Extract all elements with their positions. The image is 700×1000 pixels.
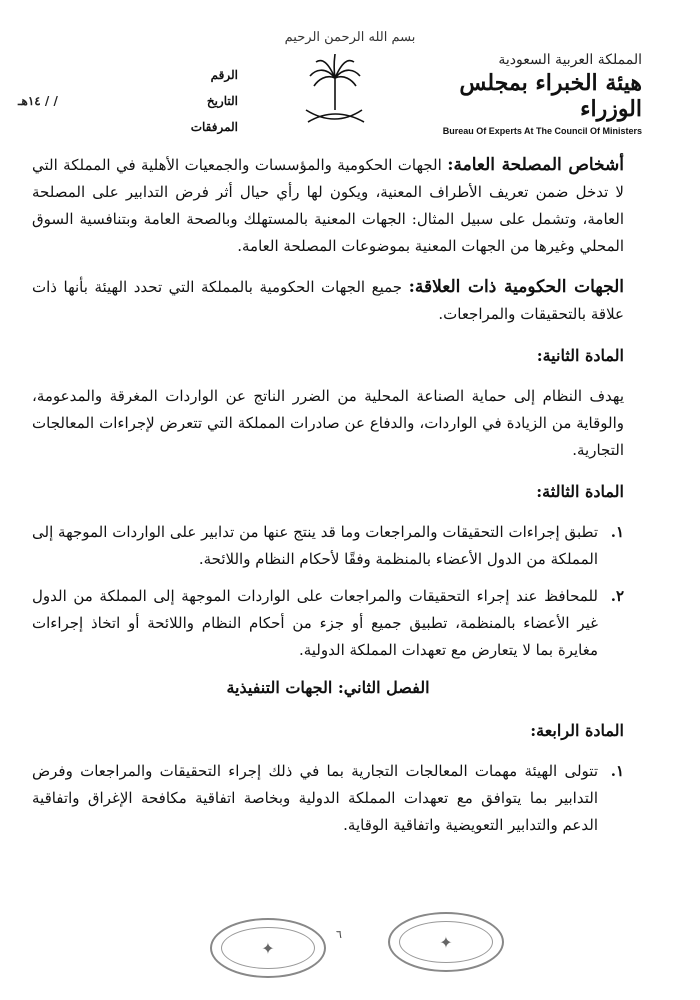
item-text: للمحافظ عند إجراء التحقيقات والمراجعات على الواردات الموجهة إلى المملكة من الدول غير الأعضاء بالمنظمة، تطبيق جميع أو جزء من أحكام النظام واللائحة أو اتخاذ إجراءات مغايرة بما لا يتعارض مع تعهدات المملكة الدولية. xyxy=(32,587,598,659)
item-number: ٢. xyxy=(610,587,624,605)
chapter-title: الفصل الثاني: الجهات التنفيذية xyxy=(226,678,430,697)
article-heading: المادة الرابعة: xyxy=(530,721,624,740)
date-label: التاريخ xyxy=(206,94,238,108)
definition-term: أشخاص المصلحة العامة: xyxy=(447,155,624,175)
definition-text: جميع الجهات الحكومية بالمملكة التي تحدد الهيئة بأنها ذات علاقة بالتحقيقات والمراجعات. xyxy=(32,278,624,323)
bureau-name-ar: هيئة الخبراء بمجلس الوزراء xyxy=(459,70,642,122)
page-number: ٦ xyxy=(336,928,342,941)
kingdom-name: المملكة العربية السعودية xyxy=(498,52,642,68)
letterhead-org xyxy=(432,52,642,136)
list-item xyxy=(32,519,624,573)
saudi-emblem-icon xyxy=(300,48,370,138)
official-stamp xyxy=(388,912,504,972)
definition-gov-entities xyxy=(32,274,624,328)
document-body xyxy=(32,152,624,849)
article-heading: المادة الثالثة: xyxy=(536,482,624,501)
article-text: يهدف النظام إلى حماية الصناعة المحلية من الضرر الناتج عن الواردات المغرقة والمدعومة، والوقاية من الزيادة في الواردات، والدفاع عن صادرات المملكة التي تتعرض لإجراءات المعالجات التجارية. xyxy=(32,387,624,459)
article-heading: المادة الثانية: xyxy=(536,346,624,365)
list-item xyxy=(32,583,624,664)
definition-public-interest xyxy=(32,152,624,260)
list-item xyxy=(32,758,624,839)
date-value: / / ١٤هـ xyxy=(18,94,58,108)
bismillah: بسم الله الرحمن الرحيم xyxy=(284,30,416,45)
stamp-emblem-icon: ✦ xyxy=(399,921,493,963)
official-stamp xyxy=(210,918,326,978)
item-text: تتولى الهيئة مهمات المعالجات التجارية بما في ذلك إجراء التحقيقات والمراجعات وفرض التدابير بما يتوافق مع تعهدات المملكة الدولية وبخاصة اتفاقية مكافحة الإغراق واتفاقية الدعم والتدابير التعويضية واتفاقية الوقاية. xyxy=(32,762,598,834)
stamp-emblem-icon: ✦ xyxy=(221,927,315,969)
reference-block xyxy=(18,68,238,146)
definition-term: الجهات الحكومية ذات العلاقة: xyxy=(408,277,624,297)
bureau-name-en: Bureau Of Experts At The Council Of Ministers xyxy=(442,126,642,136)
item-number: ١. xyxy=(610,523,624,541)
definition-text: الجهات الحكومية والمؤسسات والجمعيات الأهلية في المملكة التي لا تدخل ضمن تعريف الأطراف المعنية، ويكون لها رأي حيال أثر فرض التدابير على المصلحة العامة، وتشمل على سبيل المثال: الجهات المعنية بالمستهلك وبالصحة العامة وبتنافسية السوق المحلي وغيرها من الجهات المعنية بموضوعات المصلحة العامة. xyxy=(32,156,624,255)
item-number: ١. xyxy=(610,762,624,780)
attachments-label: المرفقات xyxy=(190,120,238,134)
item-text: تطبق إجراءات التحقيقات والمراجعات وما قد ينتج عنها من تدابير على الواردات الموجهة إلى المملكة من الدول الأعضاء بالمنظمة وفقًا لأحكام النظام واللائحة. xyxy=(32,523,598,568)
ref-number-label: الرقم xyxy=(210,68,238,82)
